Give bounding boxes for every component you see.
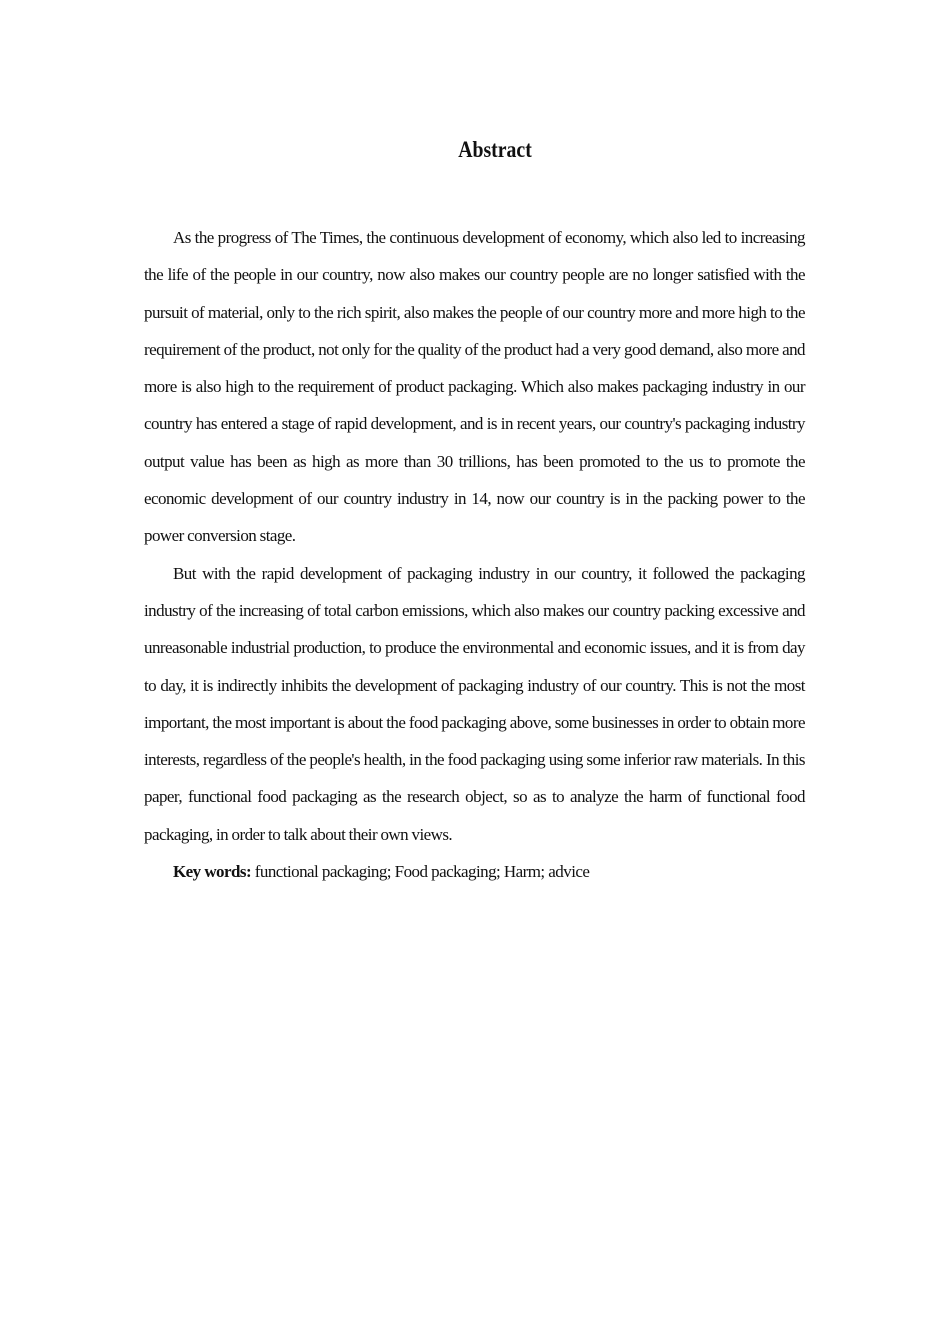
abstract-body xyxy=(144,219,805,890)
keywords-label: Key words: xyxy=(173,862,252,882)
abstract-title: Abstract xyxy=(458,137,532,162)
abstract-paragraph-2: But with the rapid development of packaging industry in our country, it followed the packaging industry of the increasing of total carbon emissions, which also makes our country packing excessive and unreasonable industrial production, to produce the environmental and economic issues, and it is from day to day, it is indirectly inhibits the development of packaging industry of our country. This is not the most important, the most important is about the food packaging above, some businesses in order to obtain more interests, regardless of the people's health, in the food packaging using some inferior raw materials. In this paper, functional food packaging as the research object, so as to analyze the harm of functional food packaging, in order to talk about their own views. xyxy=(144,563,805,844)
keywords-line xyxy=(144,853,805,890)
keywords-text: functional packaging; Food packaging; Harm; advice xyxy=(251,862,590,882)
abstract-paragraph-1: As the progress of The Times, the continuous development of economy, which also led to increasing the life of the people in our country, now also makes our country people are no longer satisfied with the pursuit of material, only to the rich spirit, also makes the people of our country more and more high to the requirement of the product, not only for the quality of the product had a very good demand, also more and more is also high to the requirement of product packaging. Which also makes packaging industry in our country has entered a stage of rapid development, and is in recent years, our country's packaging industry output value has been as high as more than 30 trillions, has been promoted to the us to promote the economic development of our country industry in 14, now our country is in the packing power to the power conversion stage. xyxy=(144,228,805,546)
